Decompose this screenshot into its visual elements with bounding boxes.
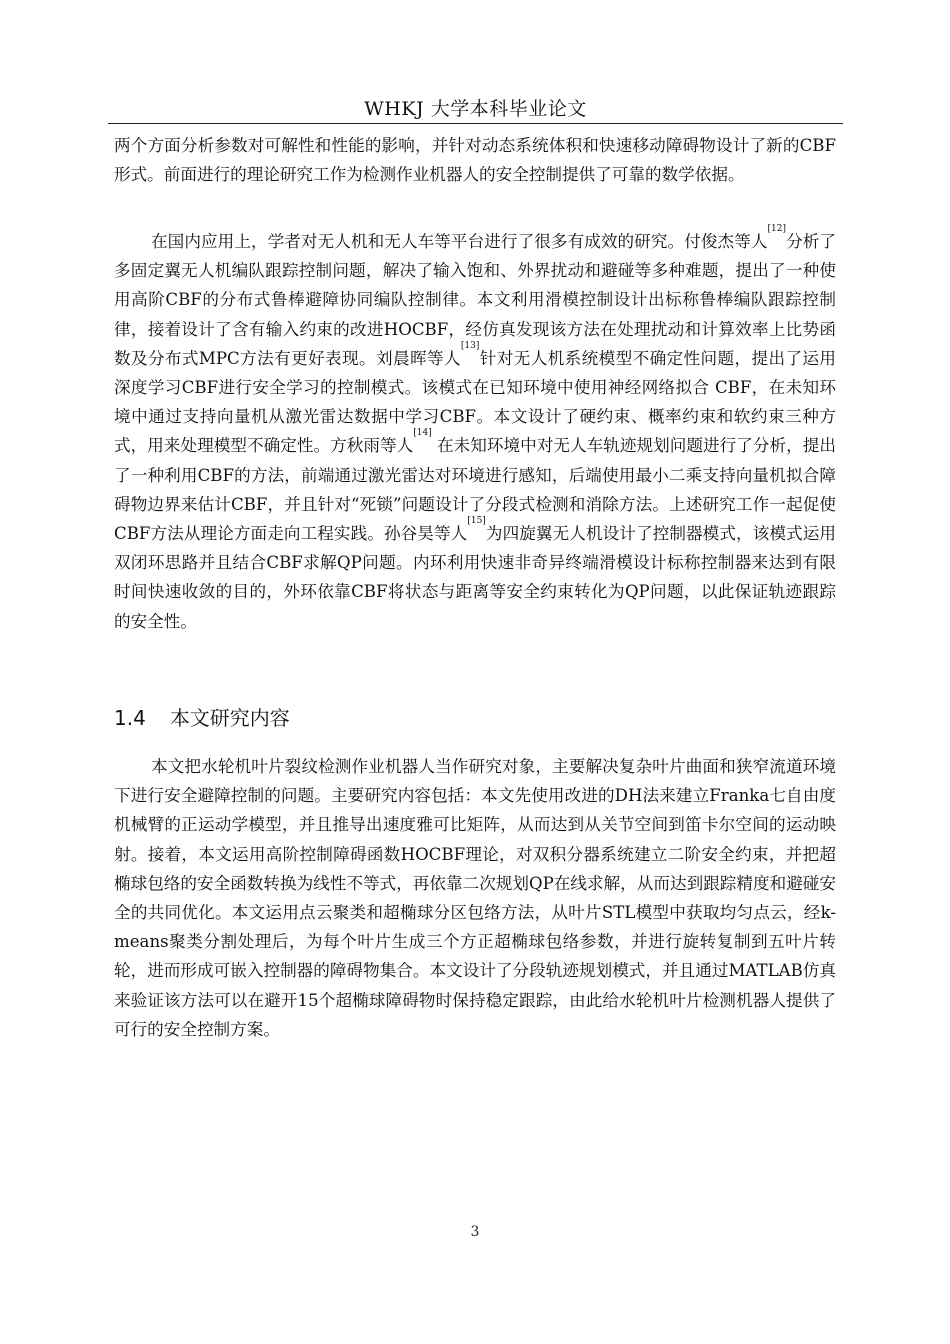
section-heading: [114, 702, 290, 731]
running-header: WHKJ 大学本科毕业论文: [364, 98, 587, 120]
citation-ref: [12]: [767, 224, 787, 234]
text-segment: 在国内应用上，学者对无人机和无人车等平台进行了很多有成效的研究。付俊杰等人: [151, 232, 768, 251]
page-number: 3: [470, 1224, 480, 1240]
text-segment: 分析了多固定翼无人机编队跟踪控制问题，解决了输入饱和、外界扰动和避碰等多种难题，提出了一种使用高阶CBF的分布式鲁棒避障协同编队控制律。本文利用滑模控制设计出标称鲁棒编队跟踪控制律，接着设计了含有输入约束的改进HOCBF，经仿真发现该方法在处理扰动和计算效率上比势函数及分布式MPC方法有更好表现。刘晨晖等人: [114, 232, 837, 368]
header-divider: [108, 123, 843, 124]
text-segment: 为四旋翼无人机设计了控制器模式，该模式运用双闭环思路并且结合CBF求解QP问题。内环利用快速非奇异终端滑模设计标称控制器来达到有限时间快速收敛的目的，外环依靠CBF将状态与距离等安全约束转化为QP问题，以此保证轨迹跟踪的安全性。: [114, 524, 837, 631]
text-segment: 在未知环境中对无人车轨迹规划问题进行了分析，提出了一种利用CBF的方法，前端通过激光雷达对环境进行感知，后端使用最小二乘支持向量机拟合障碍物边界来估计CBF，并且针对“死锁”问题设计了分段式检测和消除方法。上述研究工作一起促使CBF方法从理论方面走向工程实践。孙谷昊等人: [114, 436, 836, 544]
paragraph-domestic-research: [114, 224, 837, 636]
paragraph-text: [114, 224, 837, 636]
citation-ref: [13]: [460, 340, 480, 351]
paragraph-text: 本文把水轮机叶片裂纹检测作业机器人当作研究对象，主要解决复杂叶片曲面和狭窄流道环境下进行安全避障控制的问题。主要研究内容包括：本文先使用改进的DH法来建立Franka七自由度机械臂的正运动学模型，并且推导出速度雅可比矩阵，从而达到从关节空间到笛卡尔空间的运动映射。接着，本文运用高阶控制障碍函数HOCBF理论，对双积分器系统建立二阶安全约束，并把超椭球包络的安全函数转换为线性不等式，再依靠二次规划QP在线求解，从而达到跟踪精度和避碰安全的共同优化。本文运用点云聚类和超椭球分区包络方法，从叶片STL模型中获取均匀点云，经k-means聚类分割处理后，为每个叶片生成三个方正超椭球包络参数，并进行旋转复制到五叶片转轮，进而形成可嵌入控制器的障碍物集合。本文设计了分段轨迹规划模式，并且通过MATLAB仿真来验证该方法可以在避开15个超椭球障碍物时保持稳定跟踪，由此给水轮机叶片检测机器人提供了可行的安全控制方案。: [114, 757, 836, 1039]
paragraph-text: 两个方面分析参数对可解性和性能的影响，并针对动态系统体积和快速移动障碍物设计了新的CBF形式。前面进行的理论研究工作为检测作业机器人的安全控制提供了可靠的数学依据。: [114, 136, 836, 185]
paragraph-continued: [114, 131, 836, 189]
section-number: 1.4: [114, 706, 146, 730]
paragraph-research-content: [114, 752, 836, 1044]
section-title: 本文研究内容: [169, 706, 290, 730]
text-segment: 针对无人机系统模型不确定性问题，提出了运用深度学习CBF进行安全学习的控制模式。该模式在已知环境中使用神经网络拟合 CBF，在未知环境中通过支持向量机从激光雷达数据中学习CBF。本文设计了硬约束、概率约束和软约束三种方式，用来处理模型不确定性。方秋雨等人: [114, 348, 836, 456]
citation-ref: [15]: [467, 516, 486, 527]
citation-ref: [14]: [413, 428, 432, 439]
